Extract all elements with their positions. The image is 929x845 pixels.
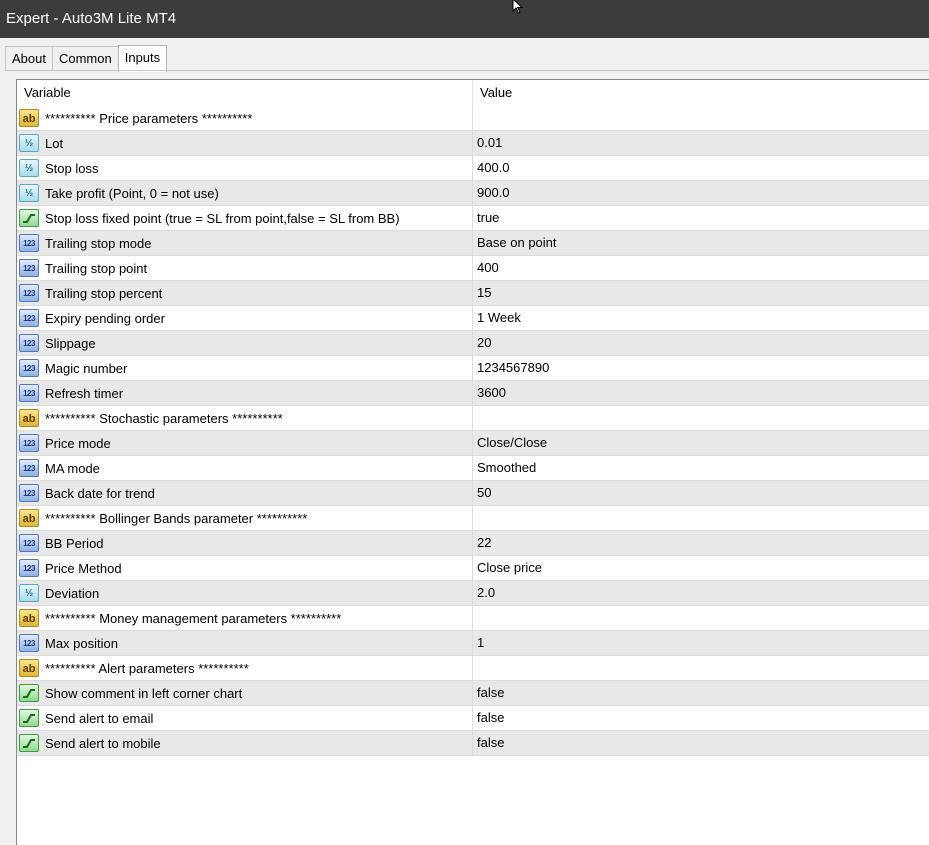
integer-type-icon: 123 (19, 484, 39, 502)
bool-type-icon (19, 209, 39, 227)
value-cell[interactable]: Base on point (477, 235, 557, 250)
variable-label: ********** Stochastic parameters ********** (45, 410, 283, 426)
table-row[interactable] (17, 406, 929, 431)
integer-type-icon: 123 (19, 434, 39, 452)
value-cell[interactable]: 22 (477, 535, 492, 550)
integer-type-icon: 123 (19, 384, 39, 402)
variable-label: Trailing stop point (45, 260, 148, 276)
value-cell[interactable]: 3600 (477, 385, 506, 400)
integer-type-icon: 123 (19, 284, 39, 302)
integer-type-icon: 123 (19, 559, 39, 577)
double-type-icon: ½ (19, 159, 39, 177)
string-type-icon: ab (19, 409, 39, 427)
window-titlebar (0, 0, 929, 38)
value-cell[interactable]: false (477, 735, 505, 750)
variable-label: Stop loss (45, 160, 99, 176)
bool-type-icon (19, 734, 39, 752)
variable-cell (17, 706, 473, 730)
variable-cell (17, 656, 473, 680)
value-cell[interactable]: 20 (477, 335, 492, 350)
table-row[interactable] (17, 556, 929, 581)
variable-cell (17, 281, 473, 305)
double-type-icon: ½ (19, 584, 39, 602)
value-cell[interactable]: 0.01 (477, 135, 503, 150)
value-cell[interactable]: 1 Week (477, 310, 521, 325)
variable-label: Magic number (45, 360, 128, 376)
value-cell[interactable]: Close price (477, 560, 543, 575)
value-cell[interactable] (473, 106, 929, 130)
table-row[interactable] (17, 706, 929, 731)
string-type-icon: ab (19, 659, 39, 677)
integer-type-icon: 123 (19, 634, 39, 652)
variable-label: Refresh timer (45, 385, 124, 401)
table-row[interactable] (17, 156, 929, 181)
variable-label: Price Method (45, 560, 122, 576)
value-cell[interactable]: Close/Close (477, 435, 548, 450)
value-cell[interactable] (473, 656, 929, 680)
string-type-icon: ab (19, 509, 39, 527)
table-row[interactable] (17, 506, 929, 531)
column-header-value[interactable]: Value (480, 85, 513, 100)
variable-cell (17, 431, 473, 455)
variable-cell (17, 356, 473, 380)
variable-label: Lot (45, 135, 64, 151)
variable-cell (17, 131, 473, 155)
value-cell[interactable]: 900.0 (477, 185, 510, 200)
variable-label: Send alert to email (45, 710, 154, 726)
value-cell[interactable] (473, 406, 929, 430)
variable-label: BB Period (45, 535, 104, 551)
table-row[interactable] (17, 431, 929, 456)
table-row[interactable] (17, 356, 929, 381)
value-cell[interactable]: 400.0 (477, 160, 510, 175)
variable-cell (17, 306, 473, 330)
variable-cell (17, 456, 473, 480)
variable-cell (17, 106, 473, 130)
variable-cell (17, 381, 473, 405)
variable-label: Deviation (45, 585, 100, 601)
integer-type-icon: 123 (19, 234, 39, 252)
variable-label: Slippage (45, 335, 96, 351)
variable-cell (17, 581, 473, 605)
bool-type-icon (19, 709, 39, 727)
variable-label: Trailing stop mode (45, 235, 152, 251)
variable-cell (17, 681, 473, 705)
variable-label: MA mode (45, 460, 100, 476)
value-cell[interactable]: 50 (477, 485, 492, 500)
table-row[interactable] (17, 531, 929, 556)
table-header (17, 80, 929, 106)
inputs-table (16, 79, 929, 845)
variable-cell (17, 406, 473, 430)
variable-cell (17, 731, 473, 755)
table-row[interactable] (17, 581, 929, 606)
table-row[interactable] (17, 181, 929, 206)
mouse-cursor-icon (512, 0, 524, 14)
variable-label: Stop loss fixed point (true = SL from point,false = SL from BB) (45, 210, 400, 226)
tab-bar (5, 45, 166, 71)
table-row[interactable] (17, 606, 929, 631)
bool-type-icon (19, 684, 39, 702)
variable-cell (17, 631, 473, 655)
variable-cell (17, 206, 473, 230)
table-row[interactable] (17, 456, 929, 481)
variable-label: Show comment in left corner chart (45, 685, 243, 701)
variable-cell (17, 181, 473, 205)
value-cell[interactable]: 1 (477, 635, 485, 650)
variable-cell (17, 556, 473, 580)
string-type-icon: ab (19, 609, 39, 627)
table-row[interactable] (17, 381, 929, 406)
integer-type-icon: 123 (19, 309, 39, 327)
table-row[interactable] (17, 331, 929, 356)
variable-label: Expiry pending order (45, 310, 165, 326)
variable-label: Back date for trend (45, 485, 155, 501)
variable-label: ********** Money management parameters ********** (45, 610, 342, 626)
tab-inputs[interactable]: Inputs (118, 45, 167, 72)
double-type-icon: ½ (19, 134, 39, 152)
integer-type-icon: 123 (19, 534, 39, 552)
table-row[interactable] (17, 731, 929, 756)
integer-type-icon: 123 (19, 459, 39, 477)
variable-cell (17, 231, 473, 255)
double-type-icon: ½ (19, 184, 39, 202)
variable-cell (17, 331, 473, 355)
tab-about[interactable]: About (5, 46, 53, 71)
table-row[interactable] (17, 306, 929, 331)
variable-label: Price mode (45, 435, 111, 451)
variable-label: ********** Bollinger Bands parameter ********** (45, 510, 308, 526)
table-row[interactable] (17, 106, 929, 131)
variable-cell (17, 256, 473, 280)
table-row[interactable] (17, 656, 929, 681)
value-cell[interactable]: true (477, 210, 500, 225)
table-row[interactable] (17, 481, 929, 506)
window-title: Expert - Auto3M Lite MT4 (6, 10, 177, 27)
integer-type-icon: 123 (19, 359, 39, 377)
string-type-icon: ab (19, 109, 39, 127)
integer-type-icon: 123 (19, 334, 39, 352)
value-cell[interactable]: Smoothed (477, 460, 537, 475)
table-row[interactable] (17, 281, 929, 306)
variable-cell (17, 156, 473, 180)
variable-cell (17, 481, 473, 505)
value-cell[interactable]: 15 (477, 285, 492, 300)
variable-label: ********** Price parameters ********** (45, 110, 253, 126)
variable-label: Take profit (Point, 0 = not use) (45, 185, 219, 201)
variable-label: Send alert to mobile (45, 735, 161, 751)
column-header-variable[interactable]: Variable (17, 80, 473, 106)
variable-cell (17, 531, 473, 555)
variable-cell (17, 606, 473, 630)
value-cell[interactable]: false (477, 685, 505, 700)
variable-label: Max position (45, 635, 118, 651)
integer-type-icon: 123 (19, 259, 39, 277)
table-row[interactable] (17, 256, 929, 281)
tab-common[interactable]: Common (52, 46, 119, 71)
value-cell[interactable]: 2.0 (477, 585, 496, 600)
table-row[interactable] (17, 631, 929, 656)
value-cell[interactable]: 1234567890 (477, 360, 550, 375)
table-row[interactable] (17, 681, 929, 706)
variable-cell (17, 506, 473, 530)
value-cell[interactable] (473, 606, 929, 630)
table-row[interactable] (17, 131, 929, 156)
value-cell[interactable]: false (477, 710, 505, 725)
variable-label: Trailing stop percent (45, 285, 163, 301)
value-cell[interactable]: 400 (477, 260, 499, 275)
variable-label: ********** Alert parameters ********** (45, 660, 249, 676)
table-row[interactable] (17, 206, 929, 231)
table-row[interactable] (17, 231, 929, 256)
tab-divider (5, 70, 929, 71)
table-body (17, 106, 929, 756)
value-cell[interactable] (473, 506, 929, 530)
